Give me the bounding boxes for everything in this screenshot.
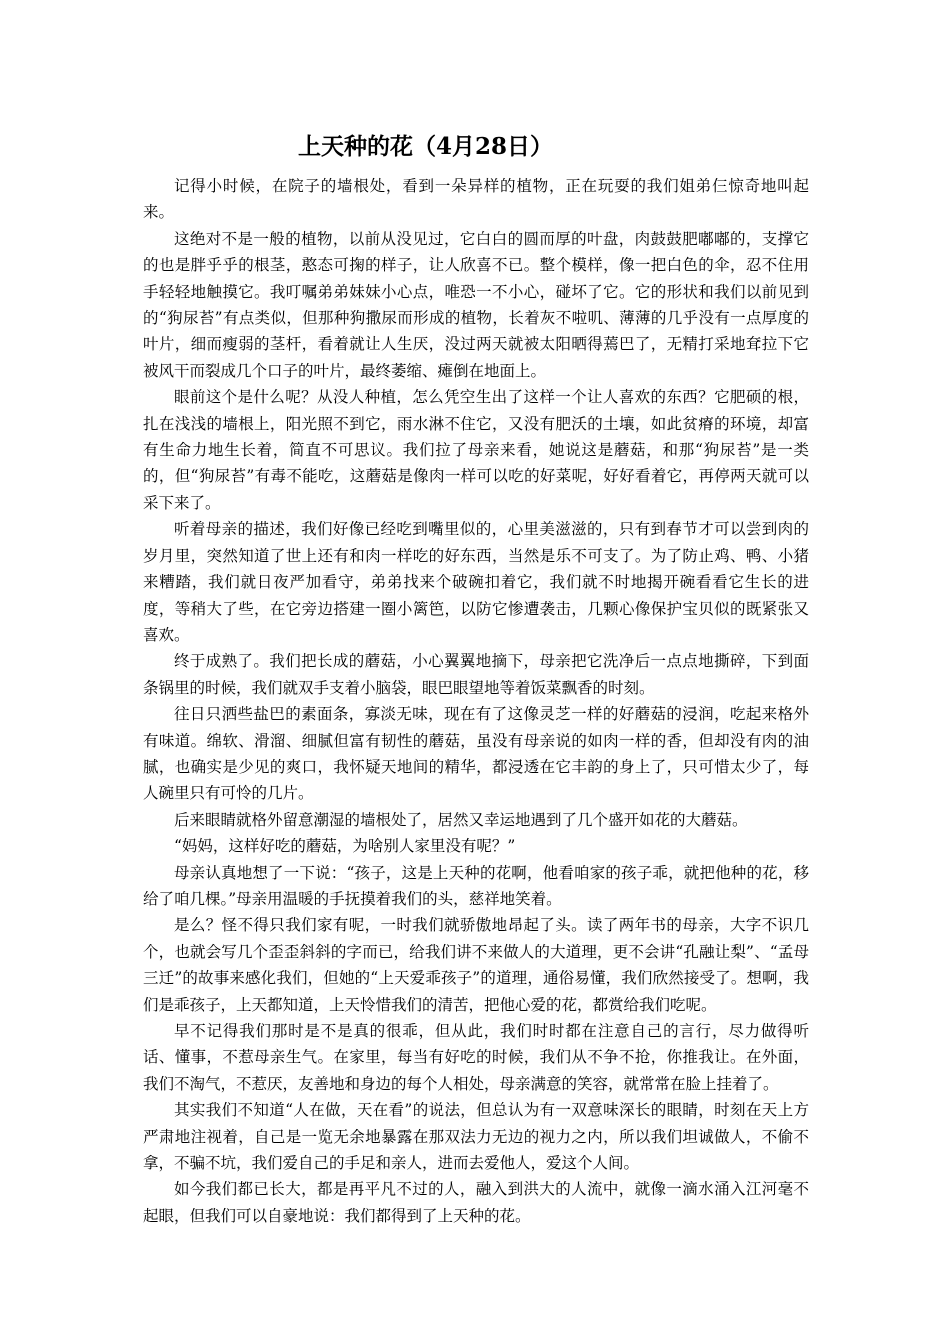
article-body <box>143 173 809 1229</box>
paragraph: 母亲认真地想了一下说：“孩子，这是上天种的花啊，他看咱家的孩子乖，就把他种的花，移给了咱几棵。”母亲用温暖的手抚摸着我们的头，慈祥地笑着。 <box>143 863 809 908</box>
page-title: 上天种的花（4月28日） <box>298 133 554 160</box>
paragraph: 后来眼睛就格外留意潮湿的墙根处了，居然又幸运地遇到了几个盛开如花的大蘑菇。 <box>174 810 748 829</box>
paragraph: 这绝对不是一般的植物，以前从没见过，它白白的圆而厚的叶盘，肉鼓鼓肥嘟嘟的，支撑它的也是胖乎乎的根茎，憨态可掬的样子，让人欣喜不已。整个模样，像一把白色的伞，忍不住用手轻轻地触摸它。我叮嘱弟弟妹妹小心点，唯恐一不小心，碰坏了它。它的形状和我们以前见到的“狗尿苔”有点类似，但那种狗撒尿而形成的植物，长着灰不啦叽、薄薄的几乎没有一点厚度的叶片，细而瘦弱的茎杆，看着就让人生厌，没过两天就被太阳晒得蔫巴了，无精打采地耷拉下它被风干而裂成几个口子的叶片，最终萎缩、瘫倒在地面上。 <box>143 229 809 380</box>
paragraph: 终于成熟了。我们把长成的蘑菇，小心翼翼地摘下，母亲把它洗净后一点点地撕碎，下到面条锅里的时候，我们就双手支着小脑袋，眼巴眼望地等着饭菜飘香的时刻。 <box>143 652 809 697</box>
paragraph: “妈妈，这样好吃的蘑菇，为啥别人家里没有呢？” <box>174 837 516 856</box>
paragraph: 记得小时候，在院子的墙根处，看到一朵异样的植物，正在玩耍的我们姐弟仨惊奇地叫起来。 <box>143 177 809 222</box>
paragraph: 早不记得我们那时是不是真的很乖，但从此，我们时时都在注意自己的言行，尽力做得听话、懂事，不惹母亲生气。在家里，每当有好吃的时候，我们从不争不抢，你推我让。在外面，我们不淘气，不惹厌，友善地和身边的每个人相处，母亲满意的笑容，就常常在脸上挂着了。 <box>143 1022 809 1093</box>
paragraph: 听着母亲的描述，我们好像已经吃到嘴里似的，心里美滋滋的，只有到春节才可以尝到肉的岁月里，突然知道了世上还有和肉一样吃的好东西，当然是乐不可支了。为了防止鸡、鸭、小猪来糟踏，我们就日夜严加看守，弟弟找来个破碗扣着它，我们就不时地揭开碗看看它生长的进度，等稍大了些，在它旁边搭建一圈小篱笆，以防它惨遭袭击，几颗心像保护宝贝似的既紧张又喜欢。 <box>143 520 809 644</box>
paragraph: 眼前这个是什么呢？从没人种植，怎么凭空生出了这样一个让人喜欢的东西？它肥硕的根，扎在浅浅的墙根上，阳光照不到它，雨水淋不住它，又没有肥沃的土壤，如此贫瘠的环境，却富有生命力地生长着，简直不可思议。我们拉了母亲来看，她说这是蘑菇，和那“狗尿苔”是一类的，但“狗尿苔”有毒不能吃，这蘑菇是像肉一样可以吃的好菜呢，好好看着它，再停两天就可以采下来了。 <box>143 388 809 512</box>
paragraph: 是么？怪不得只我们家有呢，一时我们就骄傲地昂起了头。读了两年书的母亲，大字不识几个，也就会写几个歪歪斜斜的字而已，给我们讲不来做人的大道理，更不会讲“孔融让梨”、“孟母三迁”的故事来感化我们，但她的“上天爱乖孩子”的道理，通俗易懂，我们欣然接受了。想啊，我们是乖孩子，上天都知道，上天怜惜我们的清苦，把他心爱的花，都赏给我们吃呢。 <box>143 916 809 1014</box>
paragraph: 往日只洒些盐巴的素面条，寡淡无味，现在有了这像灵芝一样的好蘑菇的浸润，吃起来格外有味道。绵软、滑溜、细腻但富有韧性的蘑菇，虽没有母亲说的如肉一样的香，但却没有肉的油腻，也确实是少见的爽口，我怀疑天地间的精华，都浸透在它丰韵的身上了，只可惜太少了，每人碗里只有可怜的几片。 <box>143 705 809 803</box>
paragraph: 如今我们都已长大，都是再平凡不过的人，融入到洪大的人流中，就像一滴水涌入江河毫不起眼，但我们可以自豪地说：我们都得到了上天种的花。 <box>143 1180 809 1225</box>
paragraph: 其实我们不知道“人在做，天在看”的说法，但总认为有一双意味深长的眼睛，时刻在天上方严肃地注视着，自己是一览无余地暴露在那双法力无边的视力之内，所以我们坦诚做人，不偷不拿，不骗不坑，我们爱自己的手足和亲人，进而去爱他人，爱这个人间。 <box>143 1101 809 1173</box>
